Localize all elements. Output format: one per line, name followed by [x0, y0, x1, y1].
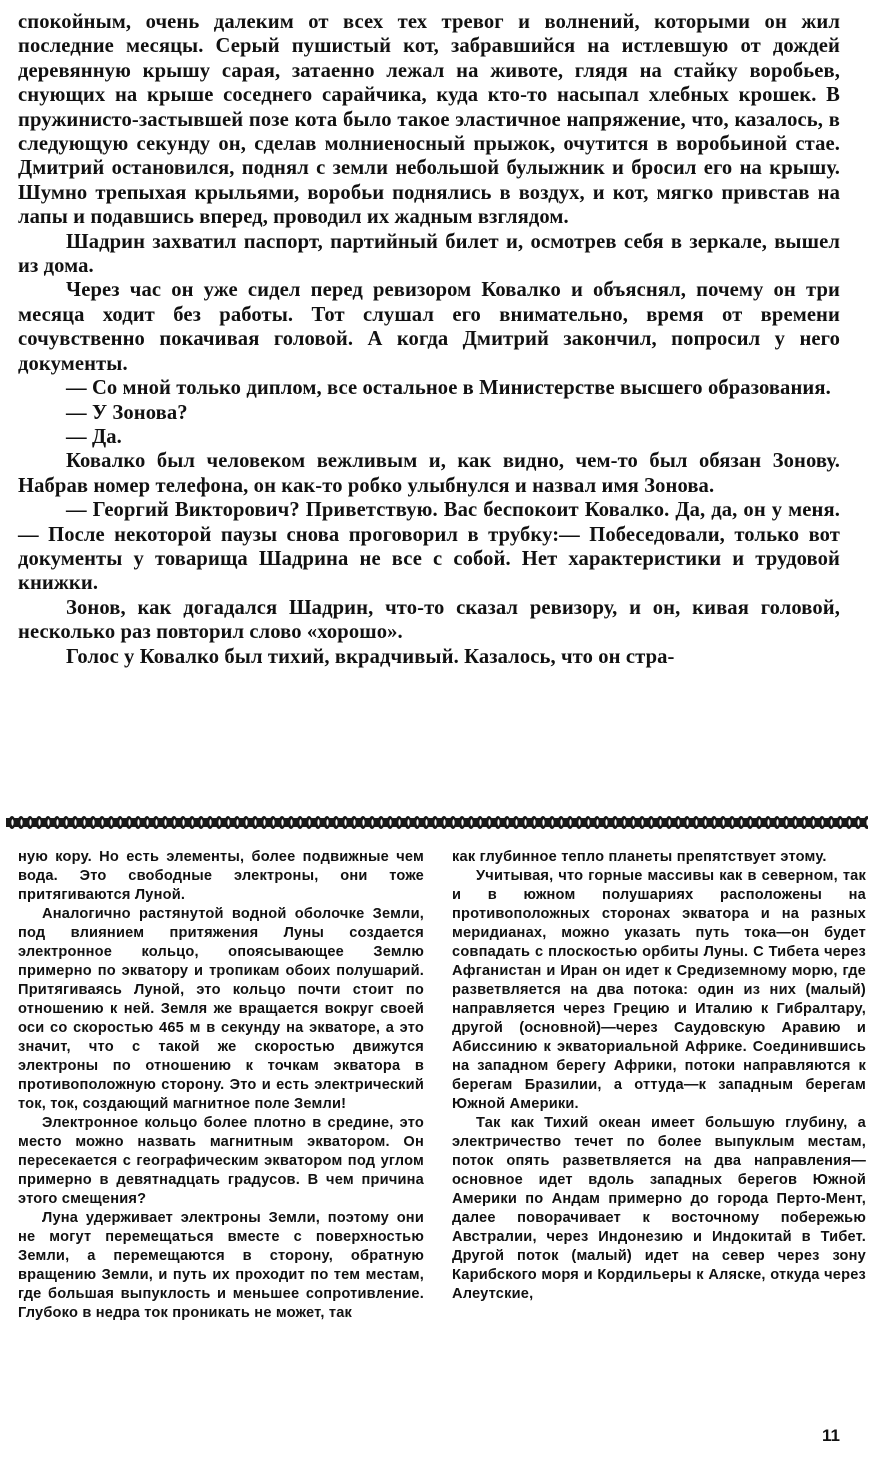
article-column-left [18, 848, 424, 1323]
article-paragraph: как глубинное тепло планеты препятствует этому. [452, 849, 827, 865]
ornament-band-icon [6, 808, 868, 838]
ornament-pattern [9, 816, 868, 829]
story-paragraph: Ковалко был человеком вежливым и, как видно, чем-то был обязан Зонову. Набрав номер телефона, он как-то робко улыбнулся и назвал имя Зонова. [18, 450, 840, 497]
page-number: 11 [822, 1426, 840, 1445]
story-paragraph: — Георгий Викторович? Приветствую. Вас беспокоит Ковалко. Да, да, он у меня.— После некоторой паузы снова проговорил в трубку:— Побеседовали, только вот документы у товарища Шадрина не все с собой. Нет характеристики и трудовой книжки. [18, 499, 840, 595]
story-text [18, 10, 840, 669]
article-paragraph: Электронное кольцо более плотно в средине, это место можно назвать магнитным экватором. Он пересекается с географическим экватором под углом примерно в девятнадцать градусов. В чем причина этого смещения? [18, 1115, 424, 1207]
story-paragraph: — У Зонова? [66, 401, 188, 424]
article-paragraph: Учитывая, что горные массивы как в северном, так и в южном полушариях расположены на противоположных сторонах экватора и на разных меридианах, можно указать путь тока—он будет совпадать с плоскостью орбиты Луны. С Тибета через Афганистан и Иран он идет к Средиземному морю, где разветвляется на два потока: один из них (малый) направляется через Грецию и Италию к Гибралтару, другой (основной)—через Саудовскую Аравию и Абиссинию к экваториальной Африке. Соединившись на западном берегу Африки, потоки направляются к берегам Бразилии, а оттуда—к западным берегам Южной Америки. [452, 868, 866, 1112]
article-column-right [452, 848, 866, 1304]
story-paragraph: Шадрин захватил паспорт, партийный билет и, осмотрев себя в зеркале, вышел из дома. [18, 230, 840, 278]
article-paragraph: Аналогично растянутой водной оболочке Земли, под влиянием притяжения Луны создается электронное кольцо, опоясывающее Землю примерно по экватору и тропикам обоих полушарий. Притягиваясь Луной, это кольцо почти стоит по отношению к ней. Земля же вращается вокруг своей оси со скоростью 465 м в секунду на экваторе, а это значит, что с такой же скоростью движутся электроны по отношению к точкам экватора в противоположную сторону. Это и есть электрический ток, ток, создающий магнитное поле Земли! [18, 906, 424, 1112]
story-paragraph: спокойным, очень далеким от всех тех тревог и волнений, которыми он жил последние месяцы. Серый пушистый кот, забравшийся на истлевшую от дождей деревянную крышу сарая, затаенно лежал на животе, глядя на стайку воробьев, снующих на крыше соседнего сарайчика, куда кто-то насыпал хлебных крошек. В пружинисто-застывшей позе кота было такое эластичное напряжение, что, казалось, в следующую секунду он, сделав молниеносный прыжок, очутится в воробьиной стае. Дмитрий остановился, поднял с земли небольшой булыжник и бросил его на крышу. Шумно трепыхая крыльями, воробьи поднялись в воздух, и кот, мягко привстав на лапы и подавшись вперед, проводил их жадным взглядом. [18, 11, 840, 229]
decorative-divider [6, 808, 868, 838]
article-paragraph: Так как Тихий океан имеет большую глубину, а электричество течет по более выпуклым местам, поток опять разветвляется на два направления—основное идет вдоль западных берегов Южной Америки по Андам примерно до города Перто-Мент, далее поворачивает к восточному побережью Австралии, через Индонезию и Индокитай в Тибет. Другой поток (малый) идет на север через зону Карибского моря и Кордильеры к Аляске, откуда через Алеутские, [452, 1115, 866, 1302]
story-paragraph: Голос у Ковалко был тихий, вкрадчивый. Казалось, что он стра- [66, 645, 675, 668]
story-paragraph: — Со мной только диплом, все остальное в Министерстве высшего образования. [66, 377, 831, 400]
article-paragraph: Луна удерживает электроны Земли, поэтому они не могут перемещаться вместе с поверхностью Земли, а перемещаются в сторону, обратную вращению Земли, и путь их проходит по тем местам, где большая выпуклость и меньшее сопротивление. Глубоко в недра ток проникать не может, так [18, 1210, 424, 1321]
story-paragraph: Через час он уже сидел перед ревизором Ковалко и объяснял, почему он три месяца ходит без работы. Тот слушал его внимательно, время от времени сочувственно покачивая головой. А когда Дмитрий закончил, попросил у него документы. [18, 279, 840, 375]
story-paragraph: — Да. [66, 425, 122, 448]
story-paragraph: Зонов, как догадался Шадрин, что-то сказал ревизору, и он, кивая головой, несколько раз повторил слово «хорошо». [18, 596, 840, 644]
article-paragraph: ную кору. Но есть элементы, более подвижные чем вода. Это свободные электроны, они тоже притягиваются Луной. [18, 849, 424, 903]
